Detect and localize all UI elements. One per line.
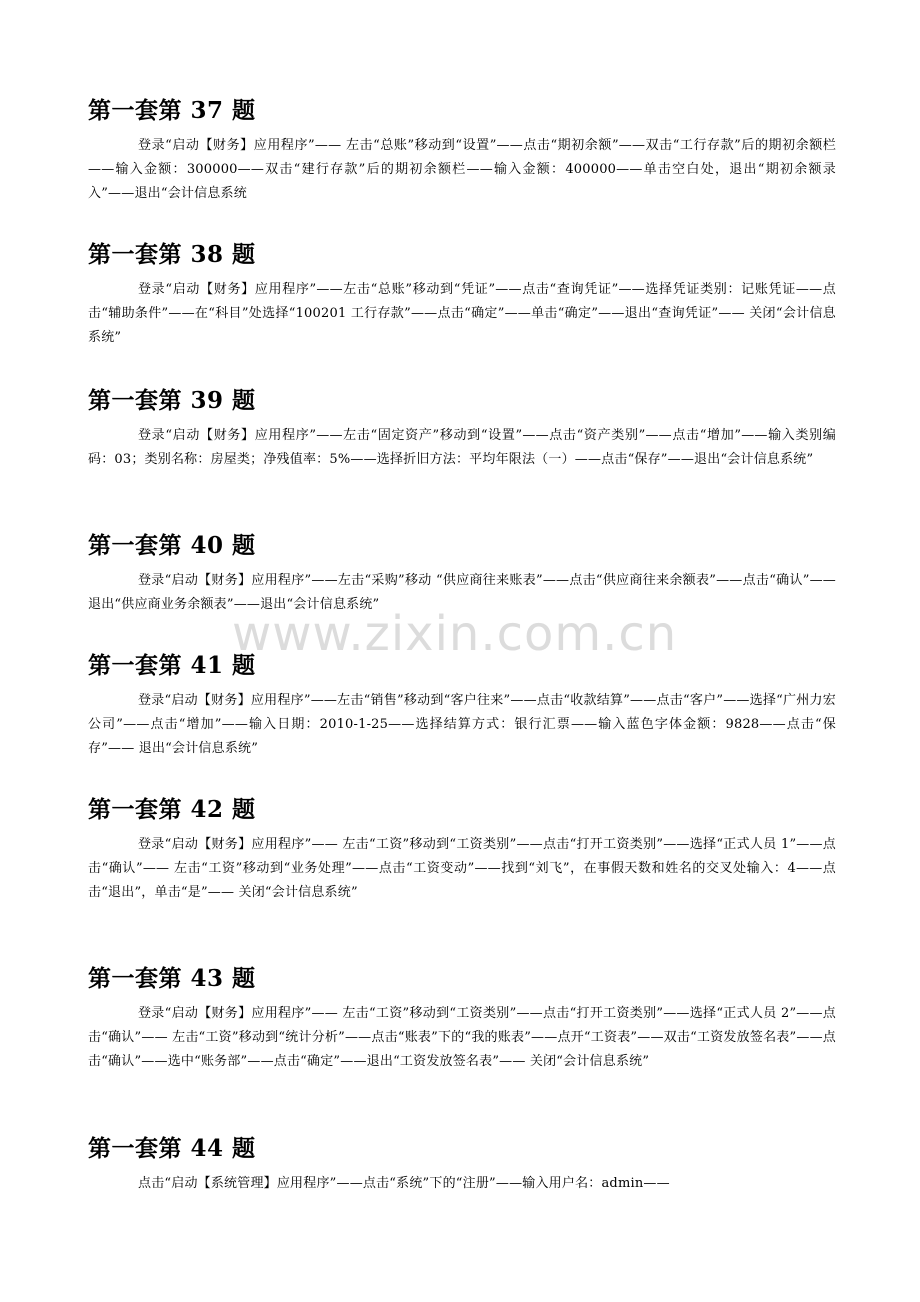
question-43-heading: 第一套第 43 题 xyxy=(88,965,256,992)
question-44-body: 点击“启动【系统管理】应用程序”——点击“系统”下的“注册”——输入用户名：admin—— xyxy=(138,1176,670,1191)
question-43-body: 登录“启动【财务】应用程序”—— 左击“工资”移动到“工资类别”——点击“打开工资类别”——选择“正式人员 2”——点击“确认”—— 左击“工资”移动到“统计分析”——点击“账表”下的“我的账表”——点开“工资表”——双击“工资发放签名表”——点击“确认”——选中“账务部”——点击“确定”——退出“工资发放签名表”—— 关闭“会计信息系统” xyxy=(88,1006,836,1069)
question-39-heading: 第一套第 39 题 xyxy=(88,387,256,414)
question-44-heading: 第一套第 44 题 xyxy=(88,1135,256,1162)
question-38 xyxy=(88,240,836,350)
question-37-heading: 第一套第 37 题 xyxy=(88,97,256,124)
question-44 xyxy=(88,1134,836,1196)
watermark-text: www.zixin.com.cn xyxy=(232,606,678,662)
question-39-body: 登录“启动【财务】应用程序”——左击“固定资产”移动到“设置”——点击“资产类别”——点击“增加”——输入类别编码：03；类别名称：房屋类；净残值率：5%——选择折旧方法：平均年限法（一）——点击“保存”——退出“会计信息系统” xyxy=(88,428,836,467)
question-40-body: 登录“启动【财务】应用程序”——左击“采购”移动 “供应商往来账表”——点击“供应商往来余额表”——点击“确认”——退出“供应商业务余额表”——退出“会计信息系统” xyxy=(88,573,836,612)
question-42 xyxy=(88,795,836,905)
question-40-heading: 第一套第 40 题 xyxy=(88,532,256,559)
question-38-heading: 第一套第 38 题 xyxy=(88,241,256,268)
question-37 xyxy=(88,96,836,206)
question-38-body: 登录“启动【财务】应用程序”——左击“总账”移动到“凭证”——点击“查询凭证”——选择凭证类别：记账凭证——点击“辅助条件”——在“科目”处选择“100201 工行存款”——点击“确定”——单击“确定”——退出“查询凭证”—— 关闭“会计信息系统” xyxy=(88,282,836,345)
question-42-body: 登录“启动【财务】应用程序”—— 左击“工资”移动到“工资类别”——点击“打开工资类别”——选择“正式人员 1”——点击“确认”—— 左击“工资”移动到“业务处理”——点击“工资变动”——找到“刘飞”，在事假天数和姓名的交叉处输入：4——点击“退出”，单击“是”—— 关闭“会计信息系统” xyxy=(88,837,836,900)
question-40 xyxy=(88,531,836,617)
question-41-body: 登录“启动【财务】应用程序”——左击“销售”移动到“客户往来”——点击“收款结算”——点击“客户”——选择“广州力宏公司”——点击“增加”——输入日期：2010-1-25——选择结算方式：银行汇票——输入蓝色字体金额：9828——点击“保存”—— 退出“会计信息系统” xyxy=(88,693,836,756)
question-43 xyxy=(88,964,836,1074)
question-41 xyxy=(88,651,836,761)
question-42-heading: 第一套第 42 题 xyxy=(88,796,256,823)
question-39 xyxy=(88,386,836,472)
question-41-heading: 第一套第 41 题 xyxy=(88,652,256,679)
question-37-body: 登录“启动【财务】应用程序”—— 左击“总账”移动到“设置”——点击“期初余额”——双击“工行存款”后的期初余额栏——输入金额：300000——双击“建行存款”后的期初余额栏——输入金额：400000——单击空白处，退出“期初余额录入”——退出“会计信息系统 xyxy=(88,138,836,201)
